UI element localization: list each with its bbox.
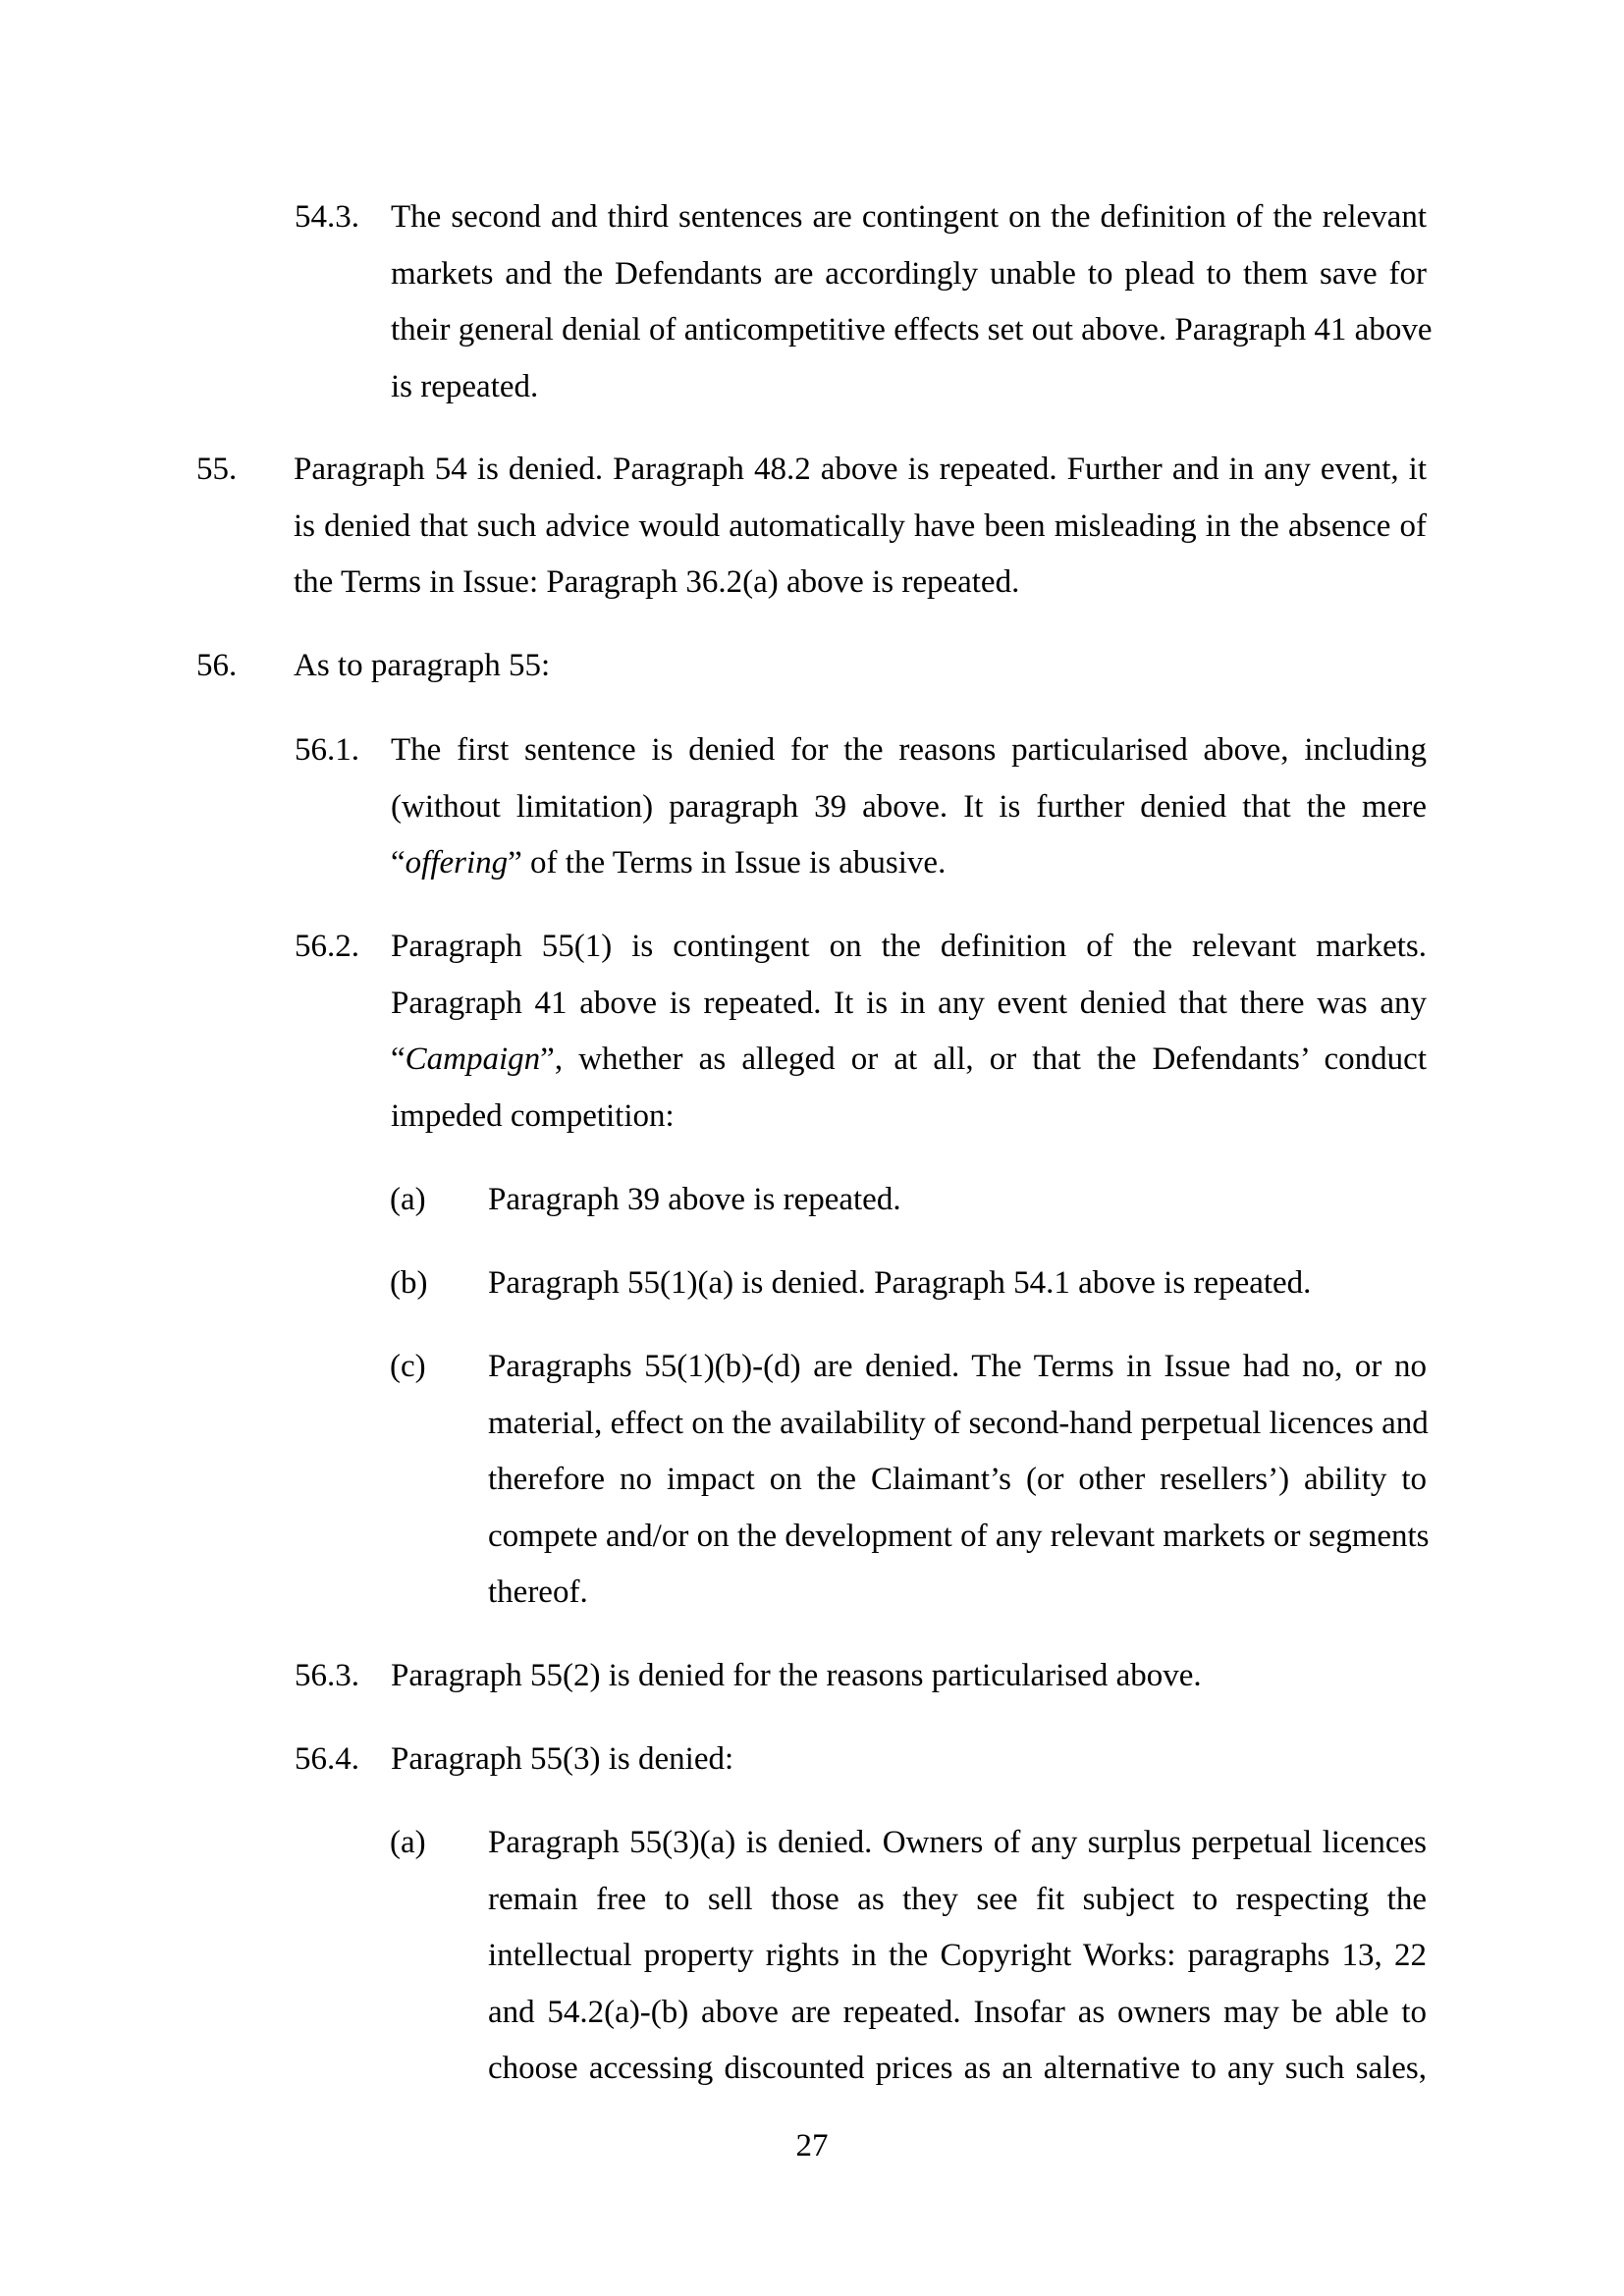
subparagraph-label: (b) (390, 1265, 428, 1301)
text-line: is denied that such advice would automatically have been misleading in the absence of (294, 507, 1427, 544)
text-line: As to paragraph 55: (294, 648, 551, 683)
paragraph-text (294, 638, 1427, 695)
paragraph-number: 56.4. (295, 1741, 359, 1777)
paragraph-text (294, 442, 1427, 612)
text-line: remain free to sell those as they see fit subject to respecting the (488, 1881, 1427, 1917)
text-line: Paragraph 41 above is repeated. It is in any event denied that there was any (391, 985, 1427, 1021)
text-line: Paragraph 55(1) is contingent on the definition of the relevant markets. (391, 929, 1427, 964)
paragraph-text (488, 1255, 1427, 1312)
subparagraph-label: (a) (390, 1182, 426, 1217)
text-line (391, 1032, 1427, 1089)
text-line: Paragraph 55(3)(a) is denied. Owners of any surplus perpetual licences (488, 1825, 1427, 1860)
text-line: and 54.2(a)-(b) above are repeated. Insofar as owners may be able to (488, 1994, 1427, 2030)
text-line: thereof. (488, 1575, 588, 1610)
paragraph-number: 56.3. (295, 1658, 359, 1693)
open-quote: “ (391, 845, 406, 881)
paragraph-text (488, 1172, 1427, 1229)
text-line: (without limitation) paragraph 39 above. It is further denied that the mere (391, 788, 1427, 825)
text-line: markets and the Defendants are accordingly unable to plead to them save for (391, 255, 1427, 292)
text-fragment: ”, whether as alleged or at all, or that the Defendants’ conduct (540, 1041, 1427, 1077)
italic-term-campaign: Campaign (405, 1041, 541, 1077)
text-line: impeded competition: (391, 1097, 675, 1134)
italic-term-offering: offering (405, 845, 509, 881)
paragraph-text (488, 1815, 1427, 2098)
text-line: Paragraph 39 above is repeated. (488, 1182, 901, 1217)
text-line: therefore no impact on the Claimant’s (or other resellers’) ability to (488, 1462, 1427, 1497)
text-line: their general denial of anticompetitive effects set out above. Paragraph 41 above (391, 312, 1433, 347)
text-line: The second and third sentences are contingent on the definition of the relevant (391, 199, 1427, 235)
page-number: 27 (795, 2128, 829, 2163)
open-quote: “ (391, 1041, 406, 1077)
text-line: Paragraph 55(3) is denied: (391, 1741, 734, 1777)
paragraph-text (391, 1732, 1427, 1789)
text-line: Paragraph 54 is denied. Paragraph 48.2 above is repeated. Further and in any event, it (294, 452, 1427, 487)
paragraph-number: 56.2. (295, 929, 359, 964)
text-line: the Terms in Issue: Paragraph 36.2(a) above is repeated. (294, 564, 1020, 600)
paragraph-text (391, 722, 1427, 892)
paragraph-number: 54.3. (295, 199, 359, 235)
subparagraph-label: (a) (390, 1825, 426, 1860)
text-line: is repeated. (391, 368, 539, 404)
text-line: Paragraph 55(2) is denied for the reasons particularised above. (391, 1658, 1202, 1693)
paragraph-number: 56.1. (295, 732, 359, 768)
paragraph-text (391, 919, 1427, 1145)
paragraph-number: 55. (196, 452, 238, 487)
text-line: compete and/or on the development of any relevant markets or segments (488, 1518, 1430, 1554)
paragraph-number: 56. (196, 648, 238, 683)
text-fragment: ” of the Terms in Issue is abusive. (508, 845, 947, 881)
text-line: material, effect on the availability of second-hand perpetual licences and (488, 1405, 1429, 1441)
text-line: Paragraphs 55(1)(b)-(d) are denied. The Terms in Issue had no, or no (488, 1349, 1427, 1384)
text-line: choose accessing discounted prices as an alternative to any such sales, (488, 2051, 1427, 2086)
paragraph-text (488, 1339, 1430, 1622)
text-line: Paragraph 55(1)(a) is denied. Paragraph 54.1 above is repeated. (488, 1265, 1312, 1301)
text-line (391, 835, 1427, 892)
paragraph-text (391, 1648, 1427, 1705)
paragraph-text (391, 189, 1433, 415)
subparagraph-label: (c) (390, 1349, 426, 1384)
text-line: The first sentence is denied for the reasons particularised above, including (391, 732, 1427, 768)
text-line: intellectual property rights in the Copyright Works: paragraphs 13, 22 (488, 1938, 1427, 1973)
